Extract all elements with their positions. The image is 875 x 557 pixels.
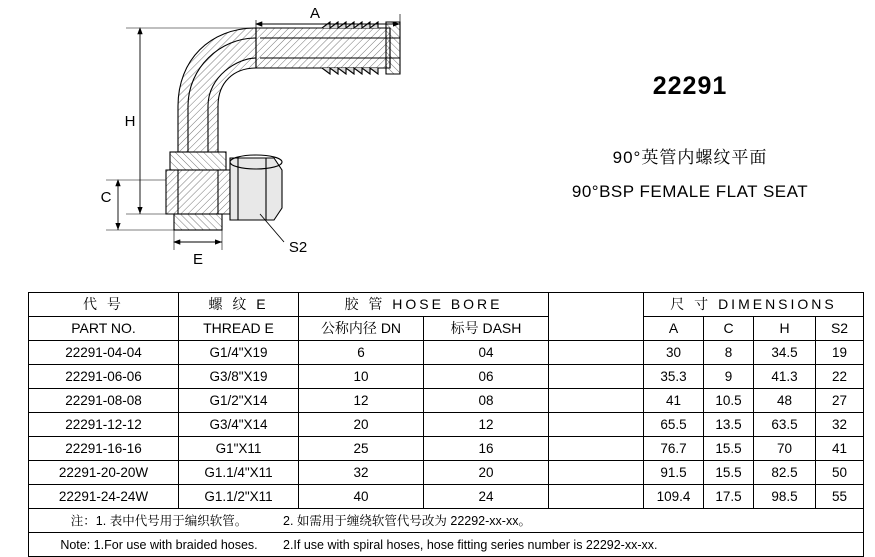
cell-part-no: 22291-06-06 [29, 365, 179, 389]
cell-s2: 27 [816, 389, 864, 413]
cell-dn: 6 [299, 341, 424, 365]
header-dim-a: A [644, 317, 704, 341]
cell-dash: 16 [424, 437, 549, 461]
cell-part-no: 22291-08-08 [29, 389, 179, 413]
header-dim-c: C [704, 317, 754, 341]
title-block [520, 72, 860, 202]
specification-table-wrapper [28, 292, 850, 557]
cell-a: 41 [644, 389, 704, 413]
cell-blank [549, 437, 644, 461]
header-thread-cn: 螺 纹 E [179, 293, 299, 317]
note-cn-1: 注：1. 表中代号用于编织软管。 [70, 513, 248, 528]
description-chinese: 90°英管内螺纹平面 [612, 148, 768, 167]
cell-thread: G1/4"X19 [179, 341, 299, 365]
cell-h: 70 [754, 437, 816, 461]
cell-h: 98.5 [754, 485, 816, 509]
page-title: 22291 [652, 72, 728, 100]
cell-thread: G3/8"X19 [179, 365, 299, 389]
cell-a: 76.7 [644, 437, 704, 461]
notes-cell-english [29, 533, 864, 557]
cell-dash: 20 [424, 461, 549, 485]
cell-c: 15.5 [704, 461, 754, 485]
table-row [29, 341, 864, 365]
cell-dn: 12 [299, 389, 424, 413]
fitting-technical-drawing [60, 2, 480, 272]
cell-thread: G1"X11 [179, 437, 299, 461]
header-hose-bore-cn: 胶 管 [344, 296, 386, 312]
header-dim-h: H [754, 317, 816, 341]
cell-part-no: 22291-04-04 [29, 341, 179, 365]
cell-blank [549, 413, 644, 437]
header-dim-s2: S2 [816, 317, 864, 341]
cell-a: 30 [644, 341, 704, 365]
cell-c: 9 [704, 365, 754, 389]
cell-c: 15.5 [704, 437, 754, 461]
cell-blank [549, 389, 644, 413]
header-part-no-en: PART NO. [29, 317, 179, 341]
cell-dn: 20 [299, 413, 424, 437]
cell-c: 10.5 [704, 389, 754, 413]
dim-label-a: A [309, 5, 321, 22]
dim-label-e: E [192, 251, 204, 268]
cell-s2: 32 [816, 413, 864, 437]
table-row [29, 461, 864, 485]
cell-thread: G1.1/4"X11 [179, 461, 299, 485]
table-header-row-1 [29, 293, 864, 317]
header-part-no-cn: 代 号 [29, 293, 179, 317]
header-dimensions-cn: 尺 寸 [670, 296, 712, 312]
cell-c: 17.5 [704, 485, 754, 509]
dim-label-h: H [124, 113, 136, 130]
cell-h: 34.5 [754, 341, 816, 365]
cell-s2: 50 [816, 461, 864, 485]
header-blank [549, 293, 644, 341]
cell-dn: 10 [299, 365, 424, 389]
header-thread-en: THREAD E [179, 317, 299, 341]
cell-dash: 24 [424, 485, 549, 509]
cell-s2: 55 [816, 485, 864, 509]
cell-a: 109.4 [644, 485, 704, 509]
drawing-and-title-area [0, 0, 875, 278]
notes-cell-chinese [29, 509, 864, 533]
cell-h: 63.5 [754, 413, 816, 437]
cell-a: 91.5 [644, 461, 704, 485]
cell-dash: 06 [424, 365, 549, 389]
cell-part-no: 22291-16-16 [29, 437, 179, 461]
cell-s2: 22 [816, 365, 864, 389]
cell-thread: G1/2"X14 [179, 389, 299, 413]
table-header-row-2 [29, 317, 864, 341]
cell-h: 48 [754, 389, 816, 413]
cell-blank [549, 341, 644, 365]
header-dash: 标号 DASH [424, 317, 549, 341]
cell-part-no: 22291-12-12 [29, 413, 179, 437]
cell-a: 65.5 [644, 413, 704, 437]
cell-c: 13.5 [704, 413, 754, 437]
cell-c: 8 [704, 341, 754, 365]
cell-h: 82.5 [754, 461, 816, 485]
note-en-1: Note: 1.For use with braided hoses. [60, 537, 258, 552]
table-row [29, 389, 864, 413]
cell-blank [549, 485, 644, 509]
cell-thread: G1.1/2"X11 [179, 485, 299, 509]
header-hose-bore [299, 293, 549, 317]
cell-dn: 32 [299, 461, 424, 485]
dim-label-s2: S2 [288, 239, 308, 256]
notes-row-chinese [29, 509, 864, 533]
cell-thread: G3/4"X14 [179, 413, 299, 437]
cell-part-no: 22291-24-24W [29, 485, 179, 509]
cell-dn: 40 [299, 485, 424, 509]
dim-label-c: C [100, 189, 112, 206]
cell-h: 41.3 [754, 365, 816, 389]
cell-s2: 41 [816, 437, 864, 461]
cell-part-no: 22291-20-20W [29, 461, 179, 485]
table-row [29, 485, 864, 509]
cell-dn: 25 [299, 437, 424, 461]
header-dimensions [644, 293, 864, 317]
header-hose-bore-en: HOSE BORE [392, 296, 503, 312]
cell-blank [549, 365, 644, 389]
description-english: 90°BSP FEMALE FLAT SEAT [571, 182, 809, 201]
cell-dash: 12 [424, 413, 549, 437]
cell-blank [549, 461, 644, 485]
note-cn-2: 2. 如需用于缠绕软管代号改为 22292-xx-xx。 [283, 513, 531, 528]
table-row [29, 413, 864, 437]
table-body [29, 341, 864, 557]
cell-dash: 04 [424, 341, 549, 365]
note-en-2: 2.If use with spiral hoses, hose fitting series number is 22292-xx-xx. [283, 537, 658, 552]
cell-a: 35.3 [644, 365, 704, 389]
notes-row-english [29, 533, 864, 557]
specification-table [28, 292, 864, 557]
header-dimensions-en: DIMENSIONS [718, 296, 837, 312]
cell-s2: 19 [816, 341, 864, 365]
table-row [29, 365, 864, 389]
header-dn: 公称内径 DN [299, 317, 424, 341]
cell-dash: 08 [424, 389, 549, 413]
table-row [29, 437, 864, 461]
